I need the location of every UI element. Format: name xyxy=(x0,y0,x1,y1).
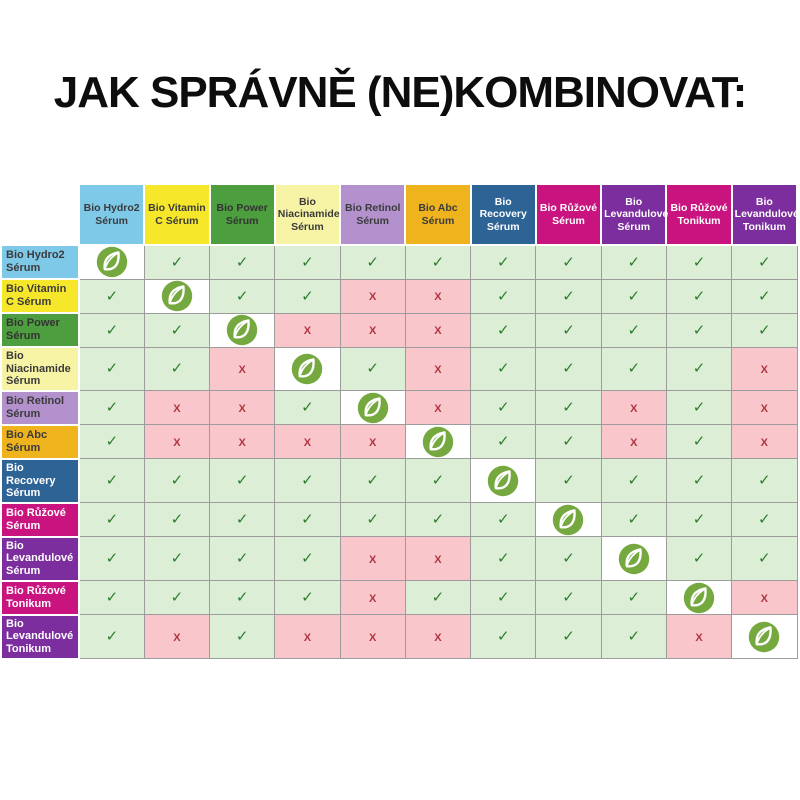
row-header: Bio Růžové Tonikum xyxy=(1,581,79,615)
column-header: Bio Hydro2 Sérum xyxy=(79,184,144,245)
check-icon: ✓ xyxy=(235,511,249,529)
corner-cell xyxy=(1,184,79,245)
compatibility-table xyxy=(0,183,798,660)
matrix-cell xyxy=(210,615,275,659)
check-icon: ✓ xyxy=(496,287,510,305)
matrix-cell xyxy=(405,313,470,347)
x-icon: X xyxy=(434,553,442,566)
matrix-cell xyxy=(340,425,405,459)
check-icon: ✓ xyxy=(692,321,706,339)
x-icon: X xyxy=(369,592,377,605)
matrix-cell xyxy=(471,245,536,279)
matrix-cell xyxy=(471,391,536,425)
check-icon: ✓ xyxy=(235,253,249,271)
matrix-cell xyxy=(471,425,536,459)
matrix-cell xyxy=(340,503,405,537)
header-row xyxy=(1,184,797,245)
matrix-cell xyxy=(144,245,209,279)
matrix-cell xyxy=(79,245,144,279)
table-row xyxy=(1,425,797,459)
row-header: Bio Power Sérum xyxy=(1,313,79,347)
check-icon: ✓ xyxy=(235,287,249,305)
check-icon: ✓ xyxy=(562,589,575,607)
matrix-cell xyxy=(732,615,797,659)
matrix-cell xyxy=(471,537,536,581)
check-icon: ✓ xyxy=(431,472,445,490)
matrix-cell xyxy=(732,279,797,313)
x-icon: X xyxy=(369,291,377,303)
check-icon: ✓ xyxy=(105,511,119,529)
check-icon: ✓ xyxy=(562,399,575,417)
check-icon: ✓ xyxy=(105,433,119,451)
matrix-cell xyxy=(666,615,731,659)
table-row xyxy=(1,581,797,615)
matrix-cell xyxy=(144,459,209,503)
check-icon: ✓ xyxy=(105,287,119,305)
matrix-cell xyxy=(144,503,209,537)
matrix-cell xyxy=(601,537,666,581)
matrix-cell xyxy=(144,279,209,313)
check-icon: ✓ xyxy=(431,253,445,271)
check-icon: ✓ xyxy=(301,589,314,607)
check-icon: ✓ xyxy=(301,511,314,529)
matrix-cell xyxy=(275,347,340,391)
x-icon: X xyxy=(434,325,442,337)
brand-logo-icon xyxy=(552,504,584,536)
row-header: Bio Abc Sérum xyxy=(1,425,79,459)
x-icon: X xyxy=(173,631,181,644)
matrix-cell xyxy=(536,347,601,391)
matrix-cell xyxy=(79,615,144,659)
matrix-cell xyxy=(405,503,470,537)
brand-logo-icon xyxy=(618,543,650,575)
check-icon: ✓ xyxy=(562,472,575,490)
check-icon: ✓ xyxy=(366,360,379,378)
row-header: Bio Růžové Sérum xyxy=(1,503,79,537)
matrix-cell xyxy=(340,537,405,581)
x-icon: X xyxy=(434,631,442,644)
matrix-cell xyxy=(275,615,340,659)
column-header: Bio Růžové Tonikum xyxy=(666,184,731,245)
matrix-cell xyxy=(210,279,275,313)
matrix-cell xyxy=(79,503,144,537)
x-icon: X xyxy=(434,291,442,303)
brand-logo-icon xyxy=(683,582,715,614)
x-icon: X xyxy=(434,402,442,415)
matrix-cell xyxy=(732,347,797,391)
brand-logo-icon xyxy=(487,465,519,497)
check-icon: ✓ xyxy=(366,511,379,529)
row-header: Bio Levandulové Sérum xyxy=(1,537,79,581)
matrix-cell xyxy=(536,615,601,659)
check-icon: ✓ xyxy=(692,433,706,451)
check-icon: ✓ xyxy=(496,511,510,529)
check-icon: ✓ xyxy=(170,550,184,568)
matrix-cell xyxy=(144,615,209,659)
check-icon: ✓ xyxy=(758,253,771,271)
check-icon: ✓ xyxy=(627,511,641,529)
check-icon: ✓ xyxy=(496,321,510,339)
matrix-cell xyxy=(601,245,666,279)
matrix-cell xyxy=(144,537,209,581)
check-icon: ✓ xyxy=(758,550,771,568)
matrix-cell xyxy=(601,347,666,391)
check-icon: ✓ xyxy=(366,253,379,271)
x-icon: X xyxy=(760,436,768,449)
matrix-cell xyxy=(471,503,536,537)
matrix-cell xyxy=(471,581,536,615)
x-icon: X xyxy=(760,592,768,605)
x-icon: X xyxy=(238,402,246,415)
brand-logo-icon xyxy=(161,280,193,312)
brand-logo-icon xyxy=(291,353,323,385)
matrix-cell xyxy=(275,537,340,581)
matrix-cell xyxy=(210,459,275,503)
check-icon: ✓ xyxy=(562,433,575,451)
check-icon: ✓ xyxy=(496,628,510,646)
table-row xyxy=(1,459,797,503)
page-title: JAK SPRÁVNĚ (NE)KOMBINOVAT: xyxy=(53,68,747,117)
matrix-cell xyxy=(340,459,405,503)
check-icon: ✓ xyxy=(105,628,119,646)
x-icon: X xyxy=(369,553,377,566)
check-icon: ✓ xyxy=(301,472,314,490)
x-icon: X xyxy=(303,631,312,644)
matrix-cell xyxy=(340,313,405,347)
x-icon: X xyxy=(369,436,377,449)
matrix-cell xyxy=(275,581,340,615)
column-header: Bio Levandulové Tonikum xyxy=(732,184,797,245)
matrix-cell xyxy=(405,459,470,503)
check-icon: ✓ xyxy=(562,321,575,339)
matrix-cell xyxy=(601,581,666,615)
matrix-cell xyxy=(666,503,731,537)
matrix-cell xyxy=(275,391,340,425)
check-icon: ✓ xyxy=(627,472,641,490)
check-icon: ✓ xyxy=(105,321,119,339)
check-icon: ✓ xyxy=(627,287,641,305)
matrix-cell xyxy=(732,391,797,425)
check-icon: ✓ xyxy=(496,253,510,271)
x-icon: X xyxy=(760,363,768,376)
matrix-cell xyxy=(340,581,405,615)
matrix-cell xyxy=(79,425,144,459)
matrix-cell xyxy=(405,581,470,615)
matrix-cell xyxy=(340,245,405,279)
column-header: Bio Niacinamide Sérum xyxy=(275,184,340,245)
x-icon: X xyxy=(303,325,312,337)
row-header: Bio Recovery Sérum xyxy=(1,459,79,503)
matrix-cell xyxy=(144,391,209,425)
table-row xyxy=(1,245,797,279)
table-row xyxy=(1,347,797,391)
x-icon: X xyxy=(760,402,768,415)
matrix-cell xyxy=(666,313,731,347)
check-icon: ✓ xyxy=(170,511,184,529)
check-icon: ✓ xyxy=(170,589,184,607)
matrix-cell xyxy=(536,503,601,537)
matrix-cell xyxy=(405,347,470,391)
check-icon: ✓ xyxy=(758,472,771,490)
x-icon: X xyxy=(303,436,312,449)
matrix-cell xyxy=(471,313,536,347)
x-icon: X xyxy=(695,631,703,644)
matrix-cell xyxy=(732,425,797,459)
check-icon: ✓ xyxy=(235,550,249,568)
matrix-cell xyxy=(666,537,731,581)
matrix-cell xyxy=(601,615,666,659)
check-icon: ✓ xyxy=(758,287,771,305)
table-row xyxy=(1,615,797,659)
check-icon: ✓ xyxy=(627,589,641,607)
matrix-cell xyxy=(340,391,405,425)
matrix-cell xyxy=(666,245,731,279)
matrix-cell xyxy=(275,245,340,279)
row-header: Bio Vitamin C Sérum xyxy=(1,279,79,313)
table-row xyxy=(1,313,797,347)
check-icon: ✓ xyxy=(627,628,641,646)
matrix-cell xyxy=(405,245,470,279)
check-icon: ✓ xyxy=(692,287,706,305)
matrix-cell xyxy=(79,313,144,347)
matrix-cell xyxy=(405,391,470,425)
check-icon: ✓ xyxy=(105,550,119,568)
check-icon: ✓ xyxy=(562,287,575,305)
row-header: Bio Levandulové Tonikum xyxy=(1,615,79,659)
matrix-cell xyxy=(210,581,275,615)
matrix-cell xyxy=(536,581,601,615)
check-icon: ✓ xyxy=(366,472,379,490)
column-header: Bio Recovery Sérum xyxy=(471,184,536,245)
check-icon: ✓ xyxy=(496,360,510,378)
check-icon: ✓ xyxy=(496,550,510,568)
matrix-cell xyxy=(666,425,731,459)
check-icon: ✓ xyxy=(758,511,771,529)
matrix-cell xyxy=(536,537,601,581)
column-header: Bio Abc Sérum xyxy=(405,184,470,245)
matrix-cell xyxy=(536,279,601,313)
matrix-cell xyxy=(210,425,275,459)
matrix-cell xyxy=(210,347,275,391)
check-icon: ✓ xyxy=(105,360,119,378)
row-header: Bio Hydro2 Sérum xyxy=(1,245,79,279)
matrix-cell xyxy=(144,581,209,615)
matrix-cell xyxy=(340,347,405,391)
matrix-cell xyxy=(601,279,666,313)
brand-logo-icon xyxy=(226,314,258,346)
x-icon: X xyxy=(630,402,638,415)
matrix-cell xyxy=(732,503,797,537)
matrix-cell xyxy=(666,391,731,425)
matrix-cell xyxy=(536,391,601,425)
check-icon: ✓ xyxy=(170,253,184,271)
check-icon: ✓ xyxy=(692,511,706,529)
matrix-cell xyxy=(471,459,536,503)
matrix-cell xyxy=(210,391,275,425)
matrix-cell xyxy=(601,503,666,537)
check-icon: ✓ xyxy=(562,550,575,568)
check-icon: ✓ xyxy=(301,253,314,271)
row-header: Bio Niacinamide Sérum xyxy=(1,347,79,391)
check-icon: ✓ xyxy=(562,628,575,646)
check-icon: ✓ xyxy=(692,253,706,271)
matrix-cell xyxy=(601,425,666,459)
x-icon: X xyxy=(173,436,181,449)
matrix-cell xyxy=(536,245,601,279)
check-icon: ✓ xyxy=(562,360,575,378)
matrix-cell xyxy=(275,425,340,459)
matrix-cell xyxy=(79,581,144,615)
matrix-cell xyxy=(79,347,144,391)
check-icon: ✓ xyxy=(627,321,641,339)
matrix-cell xyxy=(471,279,536,313)
matrix-cell xyxy=(340,279,405,313)
matrix-cell xyxy=(144,347,209,391)
column-header: Bio Vitamin C Sérum xyxy=(144,184,209,245)
matrix-cell xyxy=(210,503,275,537)
matrix-cell xyxy=(405,615,470,659)
check-icon: ✓ xyxy=(692,360,706,378)
matrix-cell xyxy=(601,459,666,503)
matrix-cell xyxy=(210,313,275,347)
check-icon: ✓ xyxy=(235,589,249,607)
matrix-cell xyxy=(732,537,797,581)
column-header: Bio Levandulové Sérum xyxy=(601,184,666,245)
check-icon: ✓ xyxy=(496,399,510,417)
matrix-cell xyxy=(79,279,144,313)
x-icon: X xyxy=(173,402,181,415)
check-icon: ✓ xyxy=(692,550,706,568)
check-icon: ✓ xyxy=(170,360,184,378)
check-icon: ✓ xyxy=(692,399,706,417)
x-icon: X xyxy=(238,436,246,449)
check-icon: ✓ xyxy=(431,511,445,529)
check-icon: ✓ xyxy=(235,472,249,490)
check-icon: ✓ xyxy=(758,321,771,339)
matrix-cell xyxy=(79,537,144,581)
table-body xyxy=(1,245,797,659)
check-icon: ✓ xyxy=(627,360,641,378)
table-row xyxy=(1,279,797,313)
matrix-cell xyxy=(536,313,601,347)
brand-logo-icon xyxy=(748,621,780,653)
matrix-cell xyxy=(601,391,666,425)
brand-logo-icon xyxy=(96,246,128,278)
matrix-cell xyxy=(210,245,275,279)
x-icon: X xyxy=(238,363,246,376)
x-icon: X xyxy=(369,631,377,644)
matrix-cell xyxy=(471,615,536,659)
check-icon: ✓ xyxy=(301,399,314,417)
x-icon: X xyxy=(630,436,638,449)
brand-logo-icon xyxy=(422,426,454,458)
column-header: Bio Retinol Sérum xyxy=(340,184,405,245)
check-icon: ✓ xyxy=(105,399,119,417)
row-header: Bio Retinol Sérum xyxy=(1,391,79,425)
matrix-cell xyxy=(340,615,405,659)
check-icon: ✓ xyxy=(692,472,706,490)
matrix-cell xyxy=(601,313,666,347)
matrix-cell xyxy=(732,313,797,347)
matrix-cell xyxy=(732,459,797,503)
matrix-cell xyxy=(666,459,731,503)
x-icon: X xyxy=(369,325,377,337)
matrix-cell xyxy=(405,279,470,313)
check-icon: ✓ xyxy=(235,628,249,646)
check-icon: ✓ xyxy=(431,589,445,607)
check-icon: ✓ xyxy=(105,589,119,607)
matrix-cell xyxy=(144,313,209,347)
matrix-cell xyxy=(471,347,536,391)
column-header: Bio Power Sérum xyxy=(210,184,275,245)
matrix-cell xyxy=(405,537,470,581)
column-header: Bio Růžové Sérum xyxy=(536,184,601,245)
check-icon: ✓ xyxy=(496,433,510,451)
brand-logo-icon xyxy=(357,392,389,424)
check-icon: ✓ xyxy=(301,287,314,305)
table-row xyxy=(1,391,797,425)
check-icon: ✓ xyxy=(496,589,510,607)
matrix-cell xyxy=(275,503,340,537)
matrix-cell xyxy=(536,425,601,459)
check-icon: ✓ xyxy=(562,253,575,271)
check-icon: ✓ xyxy=(170,472,184,490)
matrix-cell xyxy=(275,459,340,503)
table-row xyxy=(1,537,797,581)
matrix-cell xyxy=(732,245,797,279)
matrix-cell xyxy=(275,279,340,313)
matrix-cell xyxy=(275,313,340,347)
x-icon: X xyxy=(434,363,442,376)
matrix-cell xyxy=(666,347,731,391)
matrix-cell xyxy=(666,581,731,615)
check-icon: ✓ xyxy=(627,253,641,271)
matrix-cell xyxy=(405,425,470,459)
matrix-cell xyxy=(536,459,601,503)
check-icon: ✓ xyxy=(105,472,119,490)
matrix-cell xyxy=(210,537,275,581)
matrix-cell xyxy=(79,459,144,503)
matrix-cell xyxy=(144,425,209,459)
matrix-cell xyxy=(732,581,797,615)
check-icon: ✓ xyxy=(170,321,184,339)
matrix-cell xyxy=(666,279,731,313)
table-row xyxy=(1,503,797,537)
check-icon: ✓ xyxy=(301,550,314,568)
matrix-cell xyxy=(79,391,144,425)
